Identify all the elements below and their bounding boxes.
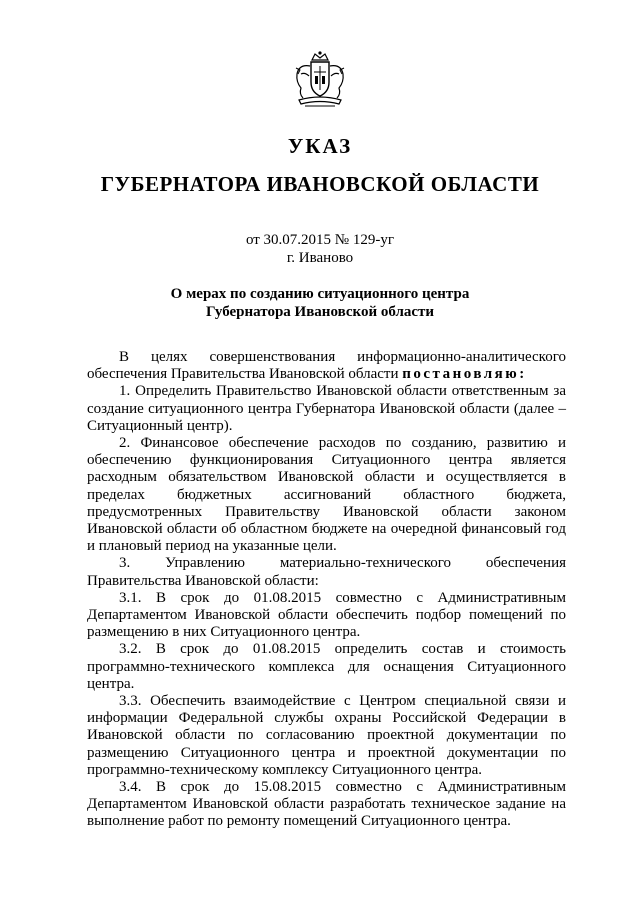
paragraph-item-1: 1. Определить Правительство Ивановской области ответственным за создание ситуационного центра Губернатора Ивановской области (далее – Ситуационный центр). [87,383,566,434]
paragraph-item-3-3: 3.3. Обеспечить взаимодействие с Центром специальной связи и информации Федеральной службы охраны Российской Федерации в Ивановской области по согласованию проектной документации по размещению Ситуационного центра и проектной документации по программно-техническому комплексу Ситуационного центра. [87,693,566,778]
subject-line-1: О мерах по созданию ситуационного центра [170,286,470,302]
preamble-text: В целях совершенствования информационно-аналитического обеспечения Правительства Ивановской области [87,349,566,383]
paragraph-item-3-1: 3.1. В срок до 01.08.2015 совместно с Административным Департаментом Ивановской области обеспечить подбор помещений по размещению в них Ситуационного центра. [87,589,566,641]
decree-word: постановляю: [402,366,527,383]
date-number-line: от 30.07.2015 № 129-уг [245,232,395,248]
preamble-paragraph [87,349,566,383]
document-type-title: УКАЗ [287,134,353,158]
coat-of-arms-emblem [291,50,349,110]
paragraph-item-3-4: 3.4. В срок до 15.08.2015 совместно с Административным Департаментом Ивановской области разработать техническое задание на выполнение работ по ремонту помещений Ситуационного центра. [87,779,566,830]
subject-line-2: Губернатора Ивановской области [205,304,435,320]
issuer-title: ГУБЕРНАТОРА ИВАНОВСКОЙ ОБЛАСТИ [100,172,540,196]
paragraph-item-3: 3. Управлению материально-технического обеспечения Правительства Ивановской области: [87,555,566,589]
city-line: г. Иваново [286,250,354,266]
decree-subject [0,285,640,321]
paragraph-item-2: 2. Финансовое обеспечение расходов по созданию, развитию и обеспечению функционирования Ситуационного центра является расходным обязательством Ивановской области и осуществляется в пределах бюджетных ассигнований областного бюджета, предусмотренных Правительству Ивановской области законом Ивановской области об областном бюджете на очередной финансовый год и плановый период на указанные цели. [87,435,566,555]
decree-body [87,349,566,831]
paragraph-item-3-2: 3.2. В срок до 01.08.2015 определить состав и стоимость программно-технического комплекса для оснащения Ситуационного центра. [87,641,566,692]
